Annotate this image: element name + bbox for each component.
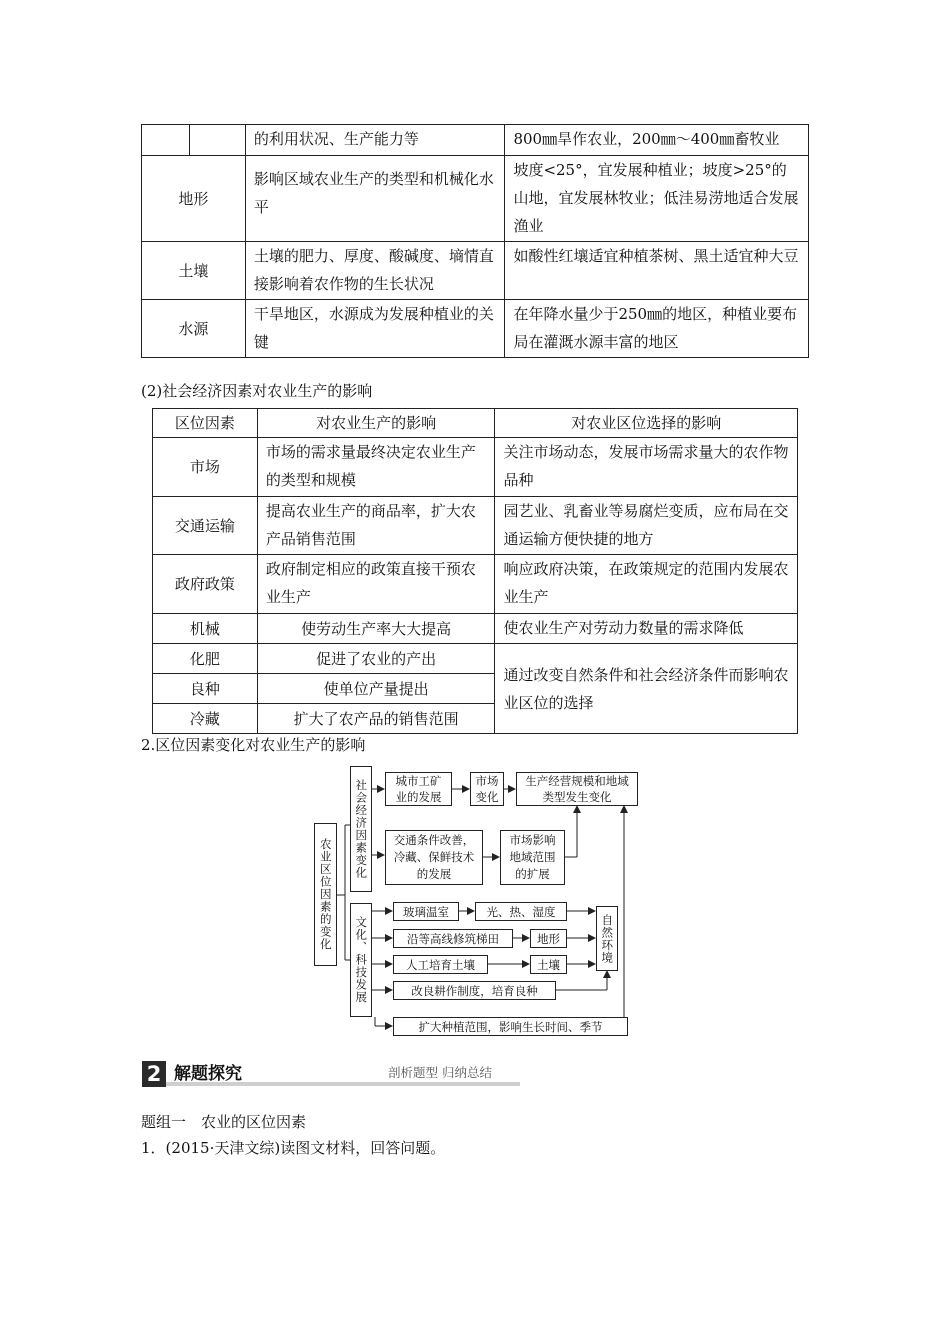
diagram-node-artificial-soil: 人工培育土壤 (393, 955, 488, 974)
diagram-node-market-range: 市场影响地域范围的扩展 (500, 830, 565, 885)
table-cell (189, 125, 245, 156)
diagram-node-result: 生产经营规模和地域类型发生变化 (516, 772, 638, 806)
table-cell: 良种 (153, 674, 258, 704)
social-factors-table (152, 408, 798, 734)
table-cell: 市场 (153, 438, 258, 497)
diagram-node-light-heat: 光、热、湿度 (475, 902, 567, 921)
table-header: 区位因素 (153, 409, 258, 438)
diagram-node-market-change: 市场变化 (470, 772, 504, 806)
section-header (142, 1061, 522, 1087)
table-cell: 通过改变自然条件和社会经济条件而影响农业区位的选择 (495, 644, 798, 734)
table-cell: 干旱地区，水源成为发展种植业的关键 (245, 300, 505, 358)
table-cell: 如酸性红壤适宜种植茶树、黑土适宜种大豆 (505, 242, 809, 300)
section-number: 2 (142, 1061, 166, 1087)
change-heading: 2.区位因素变化对农业生产的影响 (141, 736, 366, 754)
table-cell: 使单位产量提出 (257, 674, 495, 704)
diagram-node-tech-group: 文化、科技发展 (350, 903, 372, 1017)
table-cell: 响应政府决策，在政策规定的范围内发展农业生产 (495, 555, 798, 614)
diagram-node-social-group: 社会经济因素变化 (350, 766, 372, 892)
table-cell: 市场的需求量最终决定农业生产的类型和规模 (257, 438, 495, 497)
diagram-node-transport: 交通条件改善，冷藏、保鲜技术的发展 (385, 830, 483, 885)
question-text: 1．(2015·天津文综)读图文材料，回答问题。 (141, 1139, 446, 1157)
diagram-node-expand: 扩大种植范围，影响生长时间、季节 (393, 1017, 628, 1036)
section-title: 解题探究 (174, 1064, 242, 1084)
diagram-node-greenhouse: 玻璃温室 (393, 902, 459, 921)
table-cell: 800㎜旱作农业，200㎜～400㎜畜牧业 (505, 125, 809, 156)
table-cell: 政府制定相应的政策直接干预农业生产 (257, 555, 495, 614)
table-cell: 土壤 (142, 242, 246, 300)
table-cell: 关注市场动态，发展市场需求量大的农作物品种 (495, 438, 798, 497)
natural-factors-table (141, 124, 809, 358)
diagram-node-soil: 土壤 (530, 955, 567, 974)
table-cell: 的利用状况、生产能力等 (245, 125, 505, 156)
table-cell: 使劳动生产率大大提高 (257, 614, 495, 644)
question-group-title: 题组一 农业的区位因素 (141, 1113, 307, 1131)
table-cell: 坡度<25°，宜发展种植业；坡度>25°的山地，宜发展林牧业；低洼易涝地适合发展渔业 (505, 156, 809, 242)
table-cell: 冷藏 (153, 704, 258, 734)
table-cell: 土壤的肥力、厚度、酸碱度、墒情直接影响着农作物的生长状况 (245, 242, 505, 300)
table-cell: 水源 (142, 300, 246, 358)
social-factors-heading: (2)社会经济因素对农业生产的影响 (141, 382, 373, 400)
section-subtitle: 剖析题型 归纳总结 (388, 1065, 492, 1080)
table-cell (142, 125, 190, 156)
table-cell: 在年降水量少于250㎜的地区，种植业要布局在灌溉水源丰富的地区 (505, 300, 809, 358)
table-cell: 促进了农业的产出 (257, 644, 495, 674)
table-header: 对农业区位选择的影响 (495, 409, 798, 438)
diagram-node-city: 城市工矿业的发展 (385, 772, 452, 806)
diagram-node-improve: 改良耕作制度，培育良种 (393, 981, 556, 1000)
table-cell: 扩大了农产品的销售范围 (257, 704, 495, 734)
diagram-node-root: 农业区位因素的变化 (314, 823, 337, 966)
table-cell: 地形 (142, 156, 246, 242)
diagram-node-natural-env: 自然环境 (596, 906, 618, 971)
table-cell: 政府政策 (153, 555, 258, 614)
diagram-node-terrace: 沿等高线修筑梯田 (393, 929, 513, 948)
table-cell: 交通运输 (153, 497, 258, 555)
table-cell: 使农业生产对劳动力数量的需求降低 (495, 614, 798, 644)
table-cell: 化肥 (153, 644, 258, 674)
table-header: 对农业生产的影响 (257, 409, 495, 438)
table-cell: 园艺业、乳畜业等易腐烂变质，应布局在交通运输方便快捷的地方 (495, 497, 798, 555)
diagram-node-terrain: 地形 (530, 929, 567, 948)
table-cell: 机械 (153, 614, 258, 644)
table-cell: 提高农业生产的商品率，扩大农产品销售范围 (257, 497, 495, 555)
table-cell: 影响区域农业生产的类型和机械化水平 (245, 156, 505, 242)
